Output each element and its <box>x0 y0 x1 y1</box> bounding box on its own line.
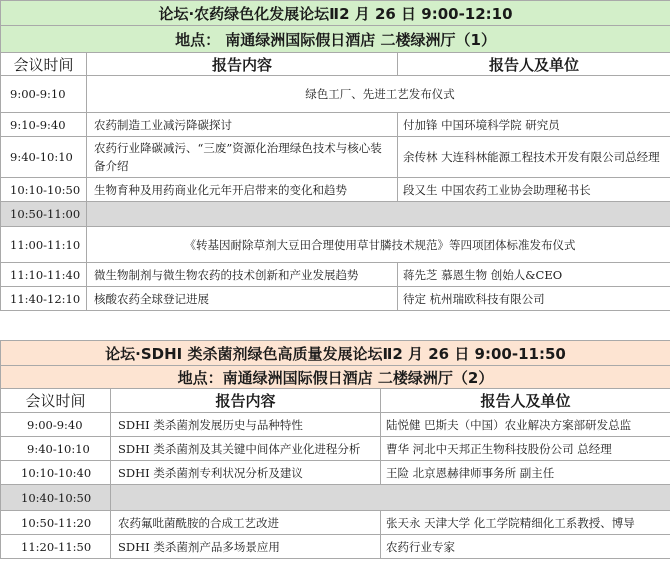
row-content: 生物育种及用药商业化元年开启带来的变化和趋势 <box>87 178 398 202</box>
header-content: 报告内容 <box>87 53 398 76</box>
row-content: SDHI 类杀菌剂及其关键中间体产业化进程分析 <box>111 437 381 461</box>
row-time: 9:40-10:10 <box>1 137 87 178</box>
table-row <box>1 137 670 178</box>
table-row <box>1 113 670 137</box>
row-content: SDHI 类杀菌剂专利状况分析及建议 <box>111 461 381 485</box>
row-time: 9:40-10:10 <box>1 437 111 461</box>
row-time: 9:00-9:40 <box>1 413 111 437</box>
break-cell <box>87 202 670 227</box>
table-row <box>1 413 670 437</box>
row-speaker: 曹华 河北中天邦正生物科技股份公司 总经理 <box>381 437 670 461</box>
table-row <box>1 178 670 202</box>
row-speaker: 段又生 中国农药工业协会助理秘书长 <box>398 178 670 202</box>
row-time: 11:10-11:40 <box>1 263 87 287</box>
row-speaker: 付加锋 中国环境科学院 研究员 <box>398 113 670 137</box>
forum-1-title: 论坛·农药绿色化发展论坛Ⅱ2 月 26 日 9:00-12:10 <box>1 1 670 26</box>
row-speaker: 农药行业专家 <box>381 535 670 559</box>
row-time: 10:10-10:50 <box>1 178 87 202</box>
header-time: 会议时间 <box>1 53 87 76</box>
row-speaker: 陆悦健 巴斯夫（中国）农业解决方案部研发总监 <box>381 413 670 437</box>
break-row <box>1 485 670 511</box>
row-time: 11:00-11:10 <box>1 227 87 263</box>
row-ceremony: 绿色工厂、先进工艺发布仪式 <box>87 76 670 113</box>
row-speaker: 张天永 天津大学 化工学院精细化工系教授、博导 <box>381 511 670 535</box>
row-time: 11:20-11:50 <box>1 535 111 559</box>
row-content: SDHI 类杀菌剂发展历史与品种特性 <box>111 413 381 437</box>
row-time: 9:10-9:40 <box>1 113 87 137</box>
row-time: 10:10-10:40 <box>1 461 111 485</box>
forum-2-venue: 地点：南通绿洲国际假日酒店 二楼绿洲厅（2） <box>1 366 670 389</box>
row-speaker: 王险 北京恩赫律师事务所 副主任 <box>381 461 670 485</box>
break-row <box>1 202 670 227</box>
table-row <box>1 461 670 485</box>
table-row <box>1 535 670 559</box>
row-time: 11:40-12:10 <box>1 287 87 311</box>
header-time: 会议时间 <box>1 389 111 413</box>
table-row <box>1 511 670 535</box>
table-row <box>1 437 670 461</box>
forum-2-title: 论坛·SDHI 类杀菌剂绿色高质量发展论坛Ⅱ2 月 26 日 9:00-11:50 <box>1 341 670 366</box>
row-content: 核酸农药全球登记进展 <box>87 287 398 311</box>
row-ceremony: 《转基因耐除草剂大豆田合理使用草甘膦技术规范》等四项团体标准发布仪式 <box>87 227 670 263</box>
row-time: 10:50-11:20 <box>1 511 111 535</box>
row-speaker: 待定 杭州瑞欧科技有限公司 <box>398 287 670 311</box>
forum-2-table <box>0 340 670 559</box>
row-speaker: 蒋先芝 慕恩生物 创始人&CEO <box>398 263 670 287</box>
row-time: 10:50-11:00 <box>1 202 87 227</box>
row-time: 9:00-9:10 <box>1 76 87 113</box>
header-speaker: 报告人及单位 <box>381 389 670 413</box>
break-cell <box>111 485 670 511</box>
row-content: 农药制造工业减污降碳探讨 <box>87 113 398 137</box>
row-content: 微生物制剂与微生物农药的技术创新和产业发展趋势 <box>87 263 398 287</box>
row-speaker: 余传林 大连科林能源工程技术开发有限公司总经理 <box>398 137 670 178</box>
row-content: SDHI 类杀菌剂产品多场景应用 <box>111 535 381 559</box>
row-content: 农药氟吡菌酰胺的合成工艺改进 <box>111 511 381 535</box>
row-time: 10:40-10:50 <box>1 485 111 511</box>
table-row <box>1 287 670 311</box>
table-row <box>1 263 670 287</box>
header-content: 报告内容 <box>111 389 381 413</box>
table-row <box>1 76 670 113</box>
forum-1-venue: 地点： 南通绿洲国际假日酒店 二楼绿洲厅（1） <box>1 26 670 53</box>
row-content: 农药行业降碳减污、“三废”资源化治理绿色技术与核心装备介绍 <box>87 137 398 178</box>
header-speaker: 报告人及单位 <box>398 53 670 76</box>
table-row <box>1 227 670 263</box>
